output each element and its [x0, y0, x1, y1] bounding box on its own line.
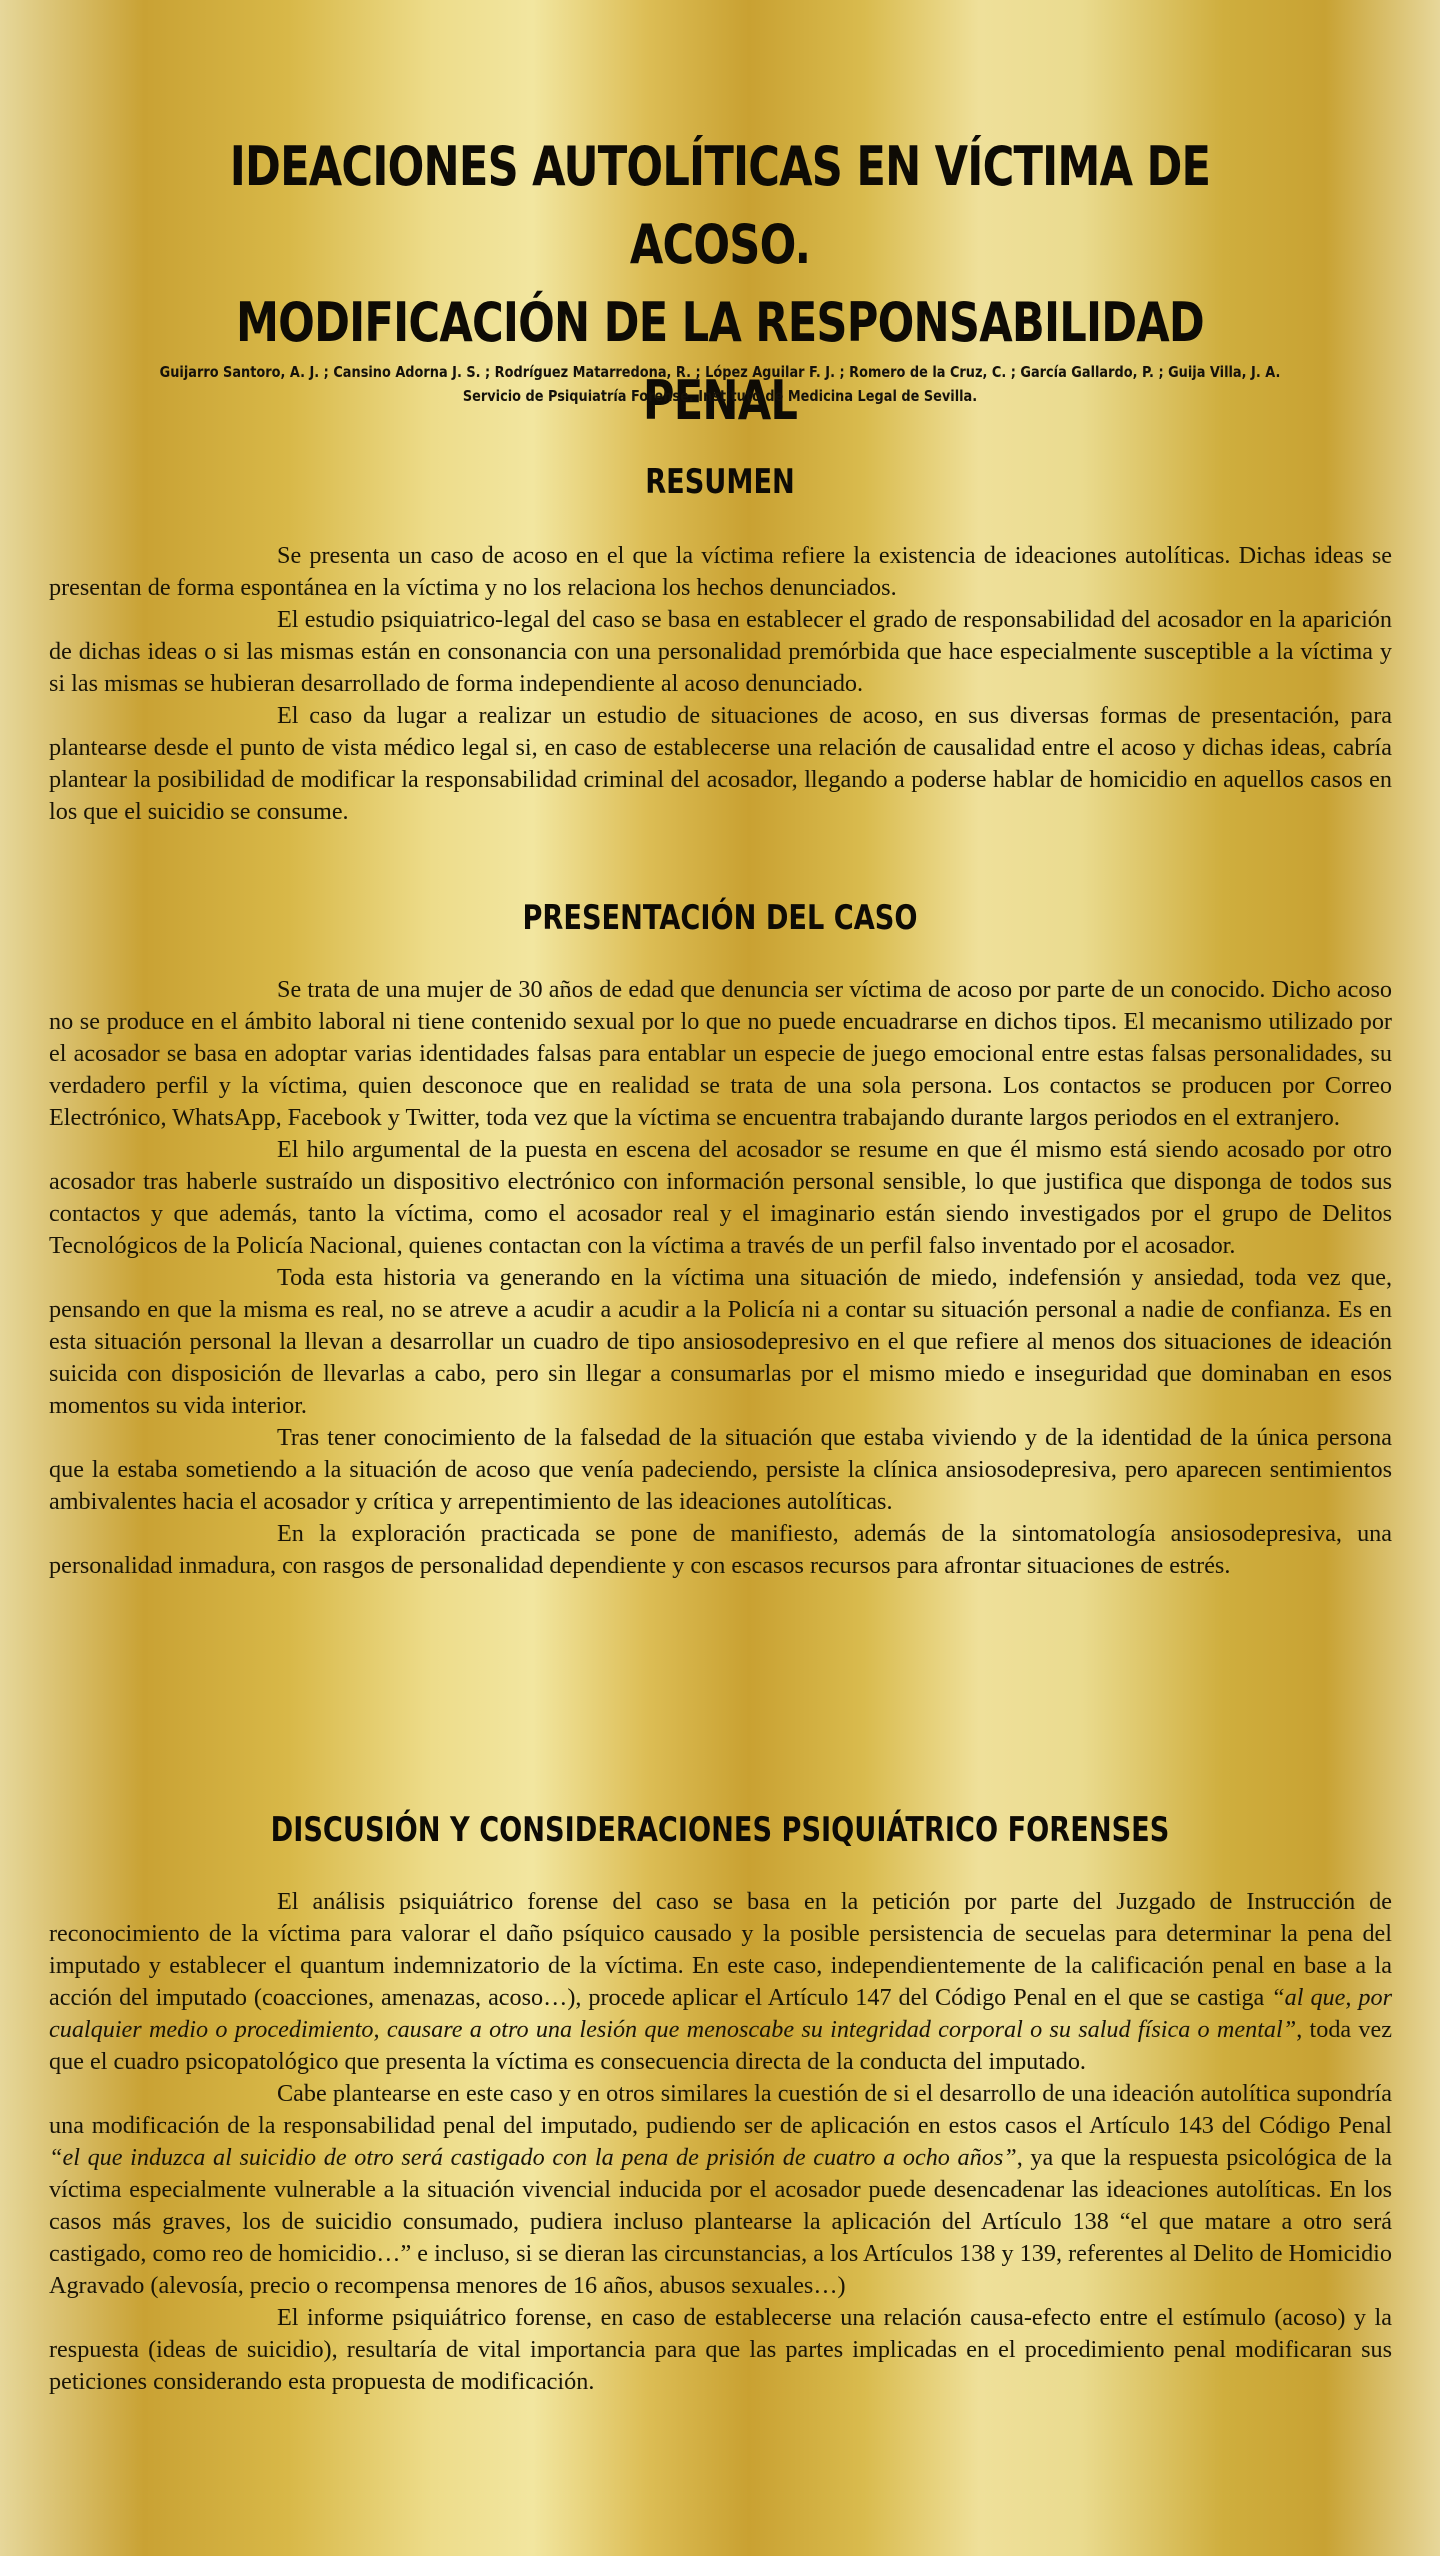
text-run: El análisis psiquiátrico forense del caso se basa en la petición por parte del Juzgado de Instrucción de reconocimiento de la víctima para valorar el daño psíquico causado y la posible persistencia de secuelas para determinar la pena del imputado y establecer el quantum indemnizatorio de la víctima. En este caso, independientemente de la calificación penal en base a la acción del imputado (coacciones, amenazas, acoso…), procede aplicar el Artículo 147 del Código Penal en el que se castiga: [49, 1888, 1392, 2011]
paragraph: Se trata de una mujer de 30 años de edad que denuncia ser víctima de acoso por parte de un conocido. Dicho acoso no se produce en el ámbito laboral ni tiene contenido sexual por lo que no puede encuadrarse en dichos tipos. El mecanismo utilizado por el acosador se basa en adoptar varias identidades falsas para entablar un especie de juego emocional entre estas falsas personalidades, su verdadero perfil y la víctima, quien desconoce que en realidad se trata de una sola persona. Los contactos se producen por Correo Electrónico, WhatsApp, Facebook y Twitter, toda vez que la víctima se encuentra trabajando durante largos periodos en el extranjero.: [49, 976, 1392, 1131]
paragraph: [49, 2078, 1392, 2302]
paragraph: [49, 1886, 1392, 2078]
paragraph: El informe psiquiátrico forense, en caso de establecerse una relación causa-efecto entre el estímulo (acoso) y la respuesta (ideas de suicidio), resultaría de vital importancia para que las partes implicadas en el procedimiento penal modificaran sus peticiones considerando esta propuesta de modificación.: [49, 2304, 1392, 2395]
author-names: Guijarro Santoro, A. J. ; Cansino Adorna J. S. ; Rodríguez Matarredona, R. ; López Aguilar F. J. ; Romero de la Cruz, C. ; García Gallardo, P. ; Guija Villa, J. A.: [159, 363, 1281, 381]
paragraph: El hilo argumental de la puesta en escena del acosador se resume en que él mismo está siendo acosado por otro acosador tras haberle sustraído un dispositivo electrónico con información personal sensible, lo que justifica que disponga de todos sus contactos y que además, tanto la víctima, como el acosador real y el imaginario están siendo investigados por el grupo de Delitos Tecnológicos de la Policía Nacional, quienes contactan con la víctima a través de un perfil falso inventado por el acosador.: [49, 1136, 1392, 1259]
paragraph: En la exploración practicada se pone de manifiesto, además de la sintomatología ansiosodepresiva, una personalidad inmadura, con rasgos de personalidad dependiente y con escasos recursos para afrontar situaciones de estrés.: [49, 1520, 1392, 1579]
paragraph: Toda esta historia va generando en la víctima una situación de miedo, indefensión y ansiedad, toda vez que, pensando en que la misma es real, no se atreve a acudir a acudir a la Policía ni a contar su situación personal a nadie de confianza. Es en esta situación personal la llevan a desarrollar un cuadro de tipo ansiosodepresivo en el que refiere al menos dos situaciones de ideación suicida con disposición de llevarlas a cabo, pero sin llegar a consumarlas por el mismo miedo e inseguridad que dominaban en esos momentos su vida interior.: [49, 1264, 1392, 1419]
paragraph: Tras tener conocimiento de la falsedad de la situación que estaba viviendo y de la identidad de la única persona que la estaba sometiendo a la situación de acoso que venía padeciendo, persiste la clínica ansiosodepresiva, pero aparecen sentimientos ambivalentes hacia el acosador y crítica y arrepentimiento de las ideaciones autolíticas.: [49, 1424, 1392, 1515]
authors-block: [152, 360, 1287, 408]
title-line-2: MODIFICACIÓN DE LA RESPONSABILIDAD PENAL: [235, 291, 1205, 432]
text-run: Cabe plantearse en este caso y en otros similares la cuestión de si el desarrollo de una ideación autolítica supondría una modificación de la responsabilidad penal del imputado, pudiendo ser de aplicación en estos casos el Artículo 143 del Código Penal: [49, 2080, 1392, 2139]
paragraph: El caso da lugar a realizar un estudio de situaciones de acoso, en sus diversas formas de presentación, para plantearse desde el punto de vista médico legal si, en caso de establecerse una relación de causalidad entre el acoso y dichas ideas, cabría plantear la posibilidad de modificar la responsabilidad criminal del acosador, llegando a poderse hablar de homicidio en aquellos casos en los que el suicidio se consume.: [49, 702, 1392, 825]
heading-presentacion: PRESENTACIÓN DEL CASO: [522, 898, 918, 938]
text-run: , toda vez que el cuadro psicopatológico que presenta la víctima es consecuencia directa de la conducta del imputado.: [49, 2016, 1392, 2075]
section-presentacion: [49, 974, 1392, 1582]
title-line-1: IDEACIONES AUTOLÍTICAS EN VÍCTIMA DE ACOSO.: [229, 135, 1211, 276]
legal-quote: “el que induzca al suicidio de otro será castigado con la pena de prisión de cuatro a ocho años”: [49, 2144, 1017, 2171]
heading-discusion: DISCUSIÓN Y CONSIDERACIONES PSIQUIÁTRICO FORENSES: [270, 1810, 1170, 1850]
legal-quote: “al que, por cualquier medio o procedimiento, causare a otro una lesión que menoscabe su integridad corporal o su salud física o mental”: [49, 1984, 1392, 2043]
text-run: , ya que la respuesta psicológica de la víctima especialmente vulnerable a la situación vivencial inducida por el acosador puede desencadenar las ideaciones autolíticas. En los casos más graves, los de suicidio consumado, pudiera incluso plantearse la aplicación del Artículo 138 “el que matare a otro será castigado, como reo de homicidio…” e incluso, si se dieran las circunstancias, a los Artículos 138 y 139, referentes al Delito de Homicidio Agravado (alevosía, precio o recompensa menores de 16 años, abusos sexuales…): [49, 2144, 1392, 2299]
section-discusion: [49, 1886, 1392, 2398]
author-affiliation: Servicio de Psiquiatría Forense. Instituto de Medicina Legal de Sevilla.: [462, 387, 978, 405]
paragraph: El estudio psiquiatrico-legal del caso se basa en establecer el grado de responsabilidad del acosador en la aparición de dichas ideas o si las mismas están en consonancia con una personalidad premórbida que hace especialmente susceptible a la víctima y si las mismas se hubieran desarrollado de forma independiente al acoso denunciado.: [49, 606, 1392, 697]
section-resumen: [49, 540, 1392, 828]
paragraph: Se presenta un caso de acoso en el que la víctima refiere la existencia de ideaciones autolíticas. Dichas ideas se presentan de forma espontánea en la víctima y no los relaciona los hechos denunciados.: [49, 542, 1392, 601]
heading-resumen: RESUMEN: [645, 462, 795, 502]
